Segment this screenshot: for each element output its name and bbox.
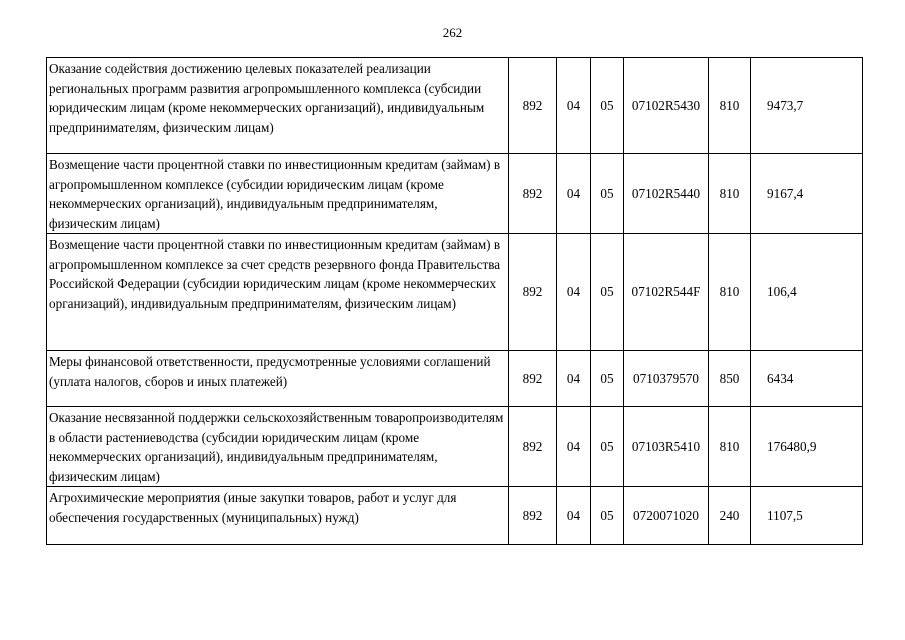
subsection-code: 05 — [591, 407, 624, 487]
target-article-code: 07102R544F — [624, 234, 709, 351]
table-row — [47, 234, 863, 351]
table-row — [47, 351, 863, 407]
section-code: 04 — [557, 407, 591, 487]
ministry-code: 892 — [509, 234, 557, 351]
target-article-code: 0710379570 — [624, 351, 709, 407]
table-row — [47, 154, 863, 234]
subsection-code: 05 — [591, 154, 624, 234]
row-description: Возмещение части процентной ставки по инвестиционным кредитам (займам) в агропромышленном комплексе (субсидии юридическим лицам (кроме некоммерческих организаций), индивидуальным предпринимателям, физическим лицам) — [47, 154, 509, 234]
table-row — [47, 407, 863, 487]
ministry-code: 892 — [509, 487, 557, 545]
expense-type-code: 850 — [709, 351, 751, 407]
budget-table — [46, 57, 863, 545]
page-number: 262 — [442, 25, 463, 40]
amount: 9473,7 — [751, 58, 863, 154]
section-code: 04 — [557, 487, 591, 545]
row-description: Возмещение части процентной ставки по инвестиционным кредитам (займам) в агропромышленном комплексе за счет средств резервного фонда Правительства Российской Федерации (субсидии юридическим лицам (кроме некоммерческих организаций), индивидуальным предпринимателям, физическим лицам) — [47, 234, 509, 351]
target-article-code: 07102R5440 — [624, 154, 709, 234]
subsection-code: 05 — [591, 234, 624, 351]
subsection-code: 05 — [591, 487, 624, 545]
target-article-code: 07102R5430 — [624, 58, 709, 154]
expense-type-code: 810 — [709, 154, 751, 234]
ministry-code: 892 — [509, 351, 557, 407]
row-description: Оказание несвязанной поддержки сельскохозяйственным товаропроизводителям в области растениеводства (субсидии юридическим лицам (кроме некоммерческих организаций), индивидуальным предпринимателям, физическим лицам) — [47, 407, 509, 487]
section-code: 04 — [557, 58, 591, 154]
section-code: 04 — [557, 234, 591, 351]
amount: 106,4 — [751, 234, 863, 351]
ministry-code: 892 — [509, 154, 557, 234]
target-article-code: 07103R5410 — [624, 407, 709, 487]
row-description: Агрохимические мероприятия (иные закупки товаров, работ и услуг для обеспечения государственных (муниципальных) нужд) — [47, 487, 509, 545]
row-description: Оказание содействия достижению целевых показателей реализации региональных программ развития агропромышленного комплекса (субсидии юридическим лицам (кроме некоммерческих организаций), индивидуальным предпринимателям, физическим лицам) — [47, 58, 509, 154]
amount: 176480,9 — [751, 407, 863, 487]
expense-type-code: 810 — [709, 58, 751, 154]
amount: 1107,5 — [751, 487, 863, 545]
expense-type-code: 810 — [709, 407, 751, 487]
target-article-code: 0720071020 — [624, 487, 709, 545]
subsection-code: 05 — [591, 351, 624, 407]
table-row — [47, 487, 863, 545]
ministry-code: 892 — [509, 58, 557, 154]
table-row — [47, 58, 863, 154]
subsection-code: 05 — [591, 58, 624, 154]
row-description: Меры финансовой ответственности, предусмотренные условиями соглашений (уплата налогов, сборов и иных платежей) — [47, 351, 509, 407]
expense-type-code: 810 — [709, 234, 751, 351]
amount: 6434 — [751, 351, 863, 407]
section-code: 04 — [557, 154, 591, 234]
amount: 9167,4 — [751, 154, 863, 234]
section-code: 04 — [557, 351, 591, 407]
expense-type-code: 240 — [709, 487, 751, 545]
ministry-code: 892 — [509, 407, 557, 487]
